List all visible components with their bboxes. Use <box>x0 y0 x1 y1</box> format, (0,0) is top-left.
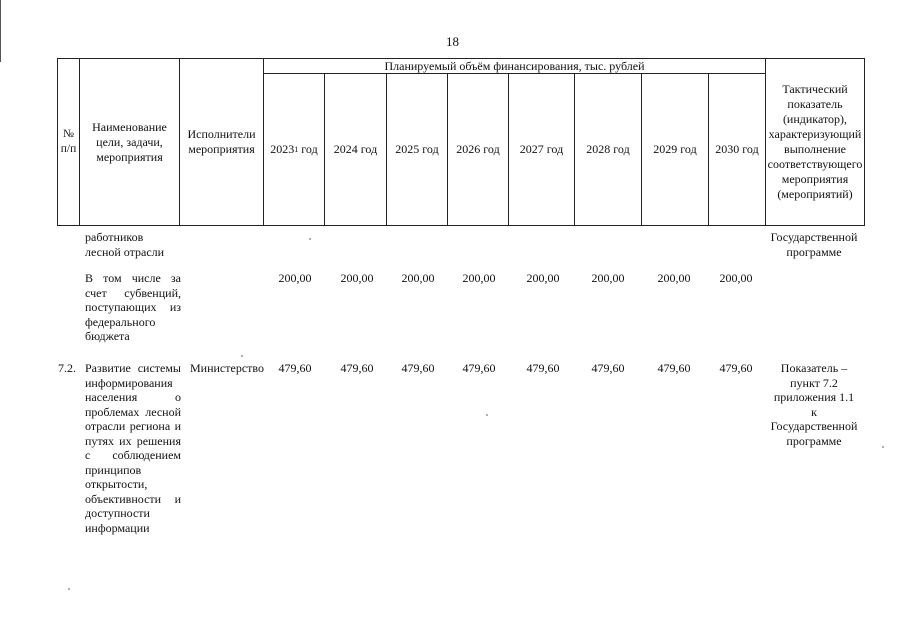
row-2-value-2023: 200,00 <box>278 271 312 285</box>
row-3-value-2027: 479,60 <box>526 361 560 375</box>
row-2-value-2024: 200,00 <box>340 271 374 285</box>
row-3-name: Развитие системы информирования населения о проблемах лесной отрасли региона и путях их решения с соблюдением принципов открытости, объективности и доступности информации <box>85 361 181 535</box>
row-2-value-2029: 200,00 <box>657 271 691 285</box>
scan-speck <box>68 588 70 590</box>
header-col-number: № п/п <box>58 59 80 225</box>
row-3-value-2023: 479,60 <box>278 361 312 375</box>
row-3-value-2029: 479,60 <box>657 361 691 375</box>
header-col-indicator: Тактический показатель (индикатор), характеризующий выполнение соответствующего мероприятия (мероприятий) <box>767 82 863 201</box>
row-3-executor: Министерство <box>190 361 264 375</box>
row-2-name: В том числе за счет субвенций, поступающих из федерального бюджета <box>85 271 181 343</box>
header-col-executor: Исполнители мероприятия <box>180 59 264 225</box>
row-3-value-2025: 479,60 <box>401 361 435 375</box>
header-year-2028: 2028 год <box>575 74 642 225</box>
row-3-indicator: Показатель – пункт 7.2 приложения 1.1 к Государственной программе <box>770 361 858 448</box>
table-header <box>57 58 865 226</box>
page-edge-line <box>0 0 1 62</box>
year-label: 2023 <box>270 142 295 156</box>
row-2-value-2030: 200,00 <box>719 271 753 285</box>
row-1-name: работников лесной отрасли <box>85 230 165 259</box>
header-year-2025: 2025 год <box>387 74 448 225</box>
header-year-2029: 2029 год <box>642 74 709 225</box>
row-3-value-2030: 479,60 <box>719 361 753 375</box>
scan-speck <box>241 355 243 357</box>
row-3-value-2028: 479,60 <box>591 361 625 375</box>
row-2-value-2028: 200,00 <box>591 271 625 285</box>
year-footnote: 1 <box>294 145 299 154</box>
row-2-value-2027: 200,00 <box>526 271 560 285</box>
header-col-name: Наименование цели, задачи, мероприятия <box>80 59 180 225</box>
scan-speck <box>882 446 884 448</box>
row-3-number: 7.2. <box>58 361 76 375</box>
year-suffix: год <box>298 142 318 156</box>
row-1-indicator: Государственной программе <box>770 230 858 259</box>
row-2-value-2026: 200,00 <box>462 271 496 285</box>
header-year-2027: 2027 год <box>509 74 575 225</box>
header-year-2023 <box>264 74 325 225</box>
row-3-value-2024: 479,60 <box>340 361 374 375</box>
header-year-2026: 2026 год <box>448 74 509 225</box>
header-year-2024: 2024 год <box>325 74 387 225</box>
scan-speck <box>309 238 311 240</box>
scan-speck <box>486 414 488 416</box>
header-year-2030: 2030 год <box>715 142 759 156</box>
page-number: 18 <box>446 34 459 49</box>
header-financing-title: Планируемый объём финансирования, тыс. рублей <box>264 59 765 74</box>
header-financing-group <box>264 59 766 225</box>
row-2-value-2025: 200,00 <box>401 271 435 285</box>
row-3-value-2026: 479,60 <box>462 361 496 375</box>
